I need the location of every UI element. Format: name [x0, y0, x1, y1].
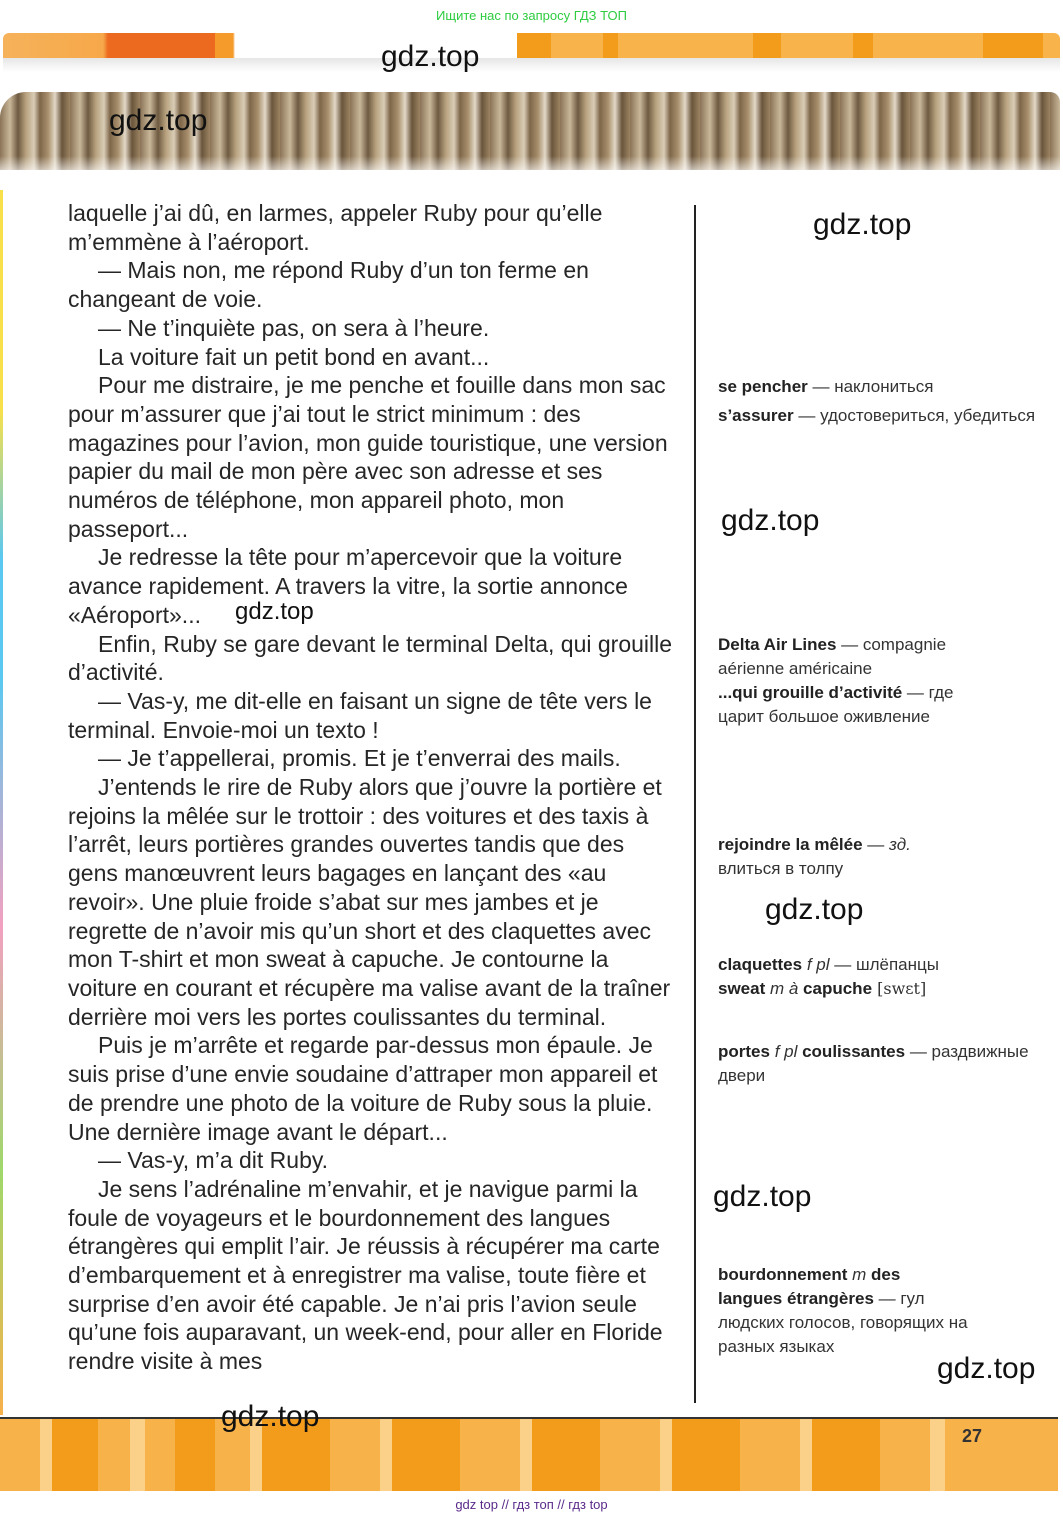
- glossary-entry-sweat: [718, 977, 1048, 1001]
- glossary-term: s’assurer: [718, 406, 794, 425]
- watermark: gdz.top: [937, 1352, 1036, 1385]
- glossary-term: coulissantes: [802, 1042, 906, 1061]
- glossary-definition: — шлёпанцы: [829, 955, 939, 974]
- paragraph: — Ne t’inquiète pas, on sera à l’heure.: [98, 314, 490, 341]
- glossary-entry-grouille: [718, 681, 968, 729]
- watermark: gdz.top: [109, 104, 208, 137]
- glossary-term: ...qui grouille d’activité: [718, 683, 903, 702]
- paragraph: — Je t’appellerai, promis. Et je t’enverrai des mails.: [98, 745, 621, 772]
- glossary-entry-claquettes: [718, 953, 1048, 977]
- watermark: gdz.top: [713, 1180, 812, 1213]
- top-decorative-stripe: [3, 33, 1060, 58]
- watermark: gdz.top: [235, 598, 314, 625]
- glossary-definition: — compagnie aérienne américaine: [718, 635, 947, 678]
- glossary-definition: — наклониться: [807, 377, 934, 396]
- footer-note: gdz top // гдз топ // гдз top: [455, 1497, 608, 1512]
- glossary-term: des langues étrangères: [718, 1265, 901, 1308]
- paragraph: Je redresse la tête pour m’apercevoir que la voiture avance rapidement. A travers la vitre, la sortie annonce «Aéroport»...: [68, 544, 628, 628]
- glossary-definition: — где царит большое оживление: [718, 683, 954, 726]
- watermark: gdz.top: [221, 1400, 320, 1433]
- glossary-entry-bourdonnement: [718, 1263, 968, 1359]
- glossary-entry-s-assurer: [718, 404, 1048, 428]
- glossary-term: se pencher: [718, 377, 808, 396]
- watermark: gdz.top: [813, 208, 912, 241]
- left-color-edge: [0, 190, 3, 1415]
- glossary-grammar: f pl: [802, 955, 830, 974]
- column-divider: [694, 205, 696, 1403]
- watermark: gdz.top: [381, 40, 480, 73]
- glossary-dash: —: [862, 835, 890, 854]
- top-stripe-shadow: [3, 58, 1060, 72]
- paragraph: — Vas-y, me dit-elle en faisant un signe de tête vers le terminal. Envoie-moi un texto !: [68, 687, 652, 743]
- paragraph: Je sens l’adrénaline m’envahir, et je navigue parmi la foule de voyageurs et le bourdonnement des langues étrangères qui emplit l’air. Je réussis à récupérer ma carte d’embarquement et à enregistrer ma valise, toute fière et surprise d’en avoir été capable. Je n’ai pris l’avion seule qu’une fois auparavant, un week-end, pour aller en Floride rendre visite à mes: [68, 1175, 663, 1375]
- glossary-term: capuche: [803, 979, 873, 998]
- glossary-term: sweat: [718, 979, 766, 998]
- glossary-term: claquettes: [718, 955, 803, 974]
- main-text: [68, 199, 680, 1376]
- glossary-transcription: [swɛt]: [872, 979, 927, 998]
- glossary-entry-portes: [718, 1040, 1048, 1088]
- glossary-abbreviation: зд.: [889, 835, 911, 854]
- glossary-entry-delta: [718, 633, 968, 681]
- glossary-grammar: m: [847, 1265, 871, 1284]
- paragraph: Puis je m’arrête et regarde par-dessus mon épaule. Je suis prise d’une envie soudaine d’attraper mon appareil et de prendre une photo de la voiture de Ruby sous la pluie. Une dernière image avant le départ...: [68, 1032, 658, 1145]
- glossary-term: bourdonnement: [718, 1265, 848, 1284]
- glossary-entry-rejoindre: [718, 833, 958, 881]
- paragraph: J’entends le rire de Ruby alors que j’ouvre la portière et rejoins la mêlée sur le trottoir : des voitures et des taxis à l’arrêt, leurs portières grandes ouvertes tandis que des gens manœuvrent leurs bagages en lançant des «au revoir». Une pluie froide s’abat sur mes jambes et je regrette de n’avoir mis qu’un short et des claquettes avec mon T-shirt et mon sweat à capuche. Je contourne la voiture en courant et récupère ma valise avant de la traîner derrière moi vers les portes coulissantes du terminal.: [68, 774, 671, 1030]
- glossary-definition: — гул людских голосов, говорящих на разных языках: [718, 1289, 968, 1356]
- glossary-term: Delta Air Lines: [718, 635, 837, 654]
- bottom-decorative-band: [0, 1419, 1058, 1491]
- glossary-entry-se-pencher: [718, 375, 1048, 399]
- paragraph: Pour me distraire, je me penche et fouille dans mon sac pour m’assurer que j’ai tout le strict minimum : des magazines pour l’avion, mon guide touristique, une version papier du mail de mon père avec son adresse et ses numéros de téléphone, mon appareil photo, mon passeport...: [68, 372, 668, 542]
- glossary-term: rejoindre la mêlée: [718, 835, 863, 854]
- paragraph: laquelle j’ai dû, en larmes, appeler Ruby pour qu’elle m’emmène à l’aéroport.: [68, 200, 603, 255]
- watermark: gdz.top: [721, 504, 820, 537]
- glossary-grammar: m à: [765, 979, 804, 998]
- paragraph: Enfin, Ruby se gare devant le terminal Delta, qui grouille d’activité.: [68, 630, 673, 686]
- paragraph: — Mais non, me répond Ruby d’un ton ferme en changeant de voie.: [68, 257, 589, 313]
- paragraph: — Vas-y, m’a dit Ruby.: [98, 1147, 329, 1174]
- paragraph: La voiture fait un petit bond en avant...: [98, 343, 490, 370]
- glossary-definition: — раздвижные двери: [718, 1042, 1029, 1085]
- watermark: gdz.top: [765, 893, 864, 926]
- page-number: 27: [962, 1426, 983, 1446]
- glossary-definition: — удостовериться, убедиться: [793, 406, 1036, 425]
- glossary-grammar: f pl: [769, 1042, 803, 1061]
- glossary-term: portes: [718, 1042, 770, 1061]
- glossary-definition: влиться в толпу: [718, 859, 844, 878]
- top-note: Ищите нас по запросу ГДЗ ТОП: [436, 8, 627, 23]
